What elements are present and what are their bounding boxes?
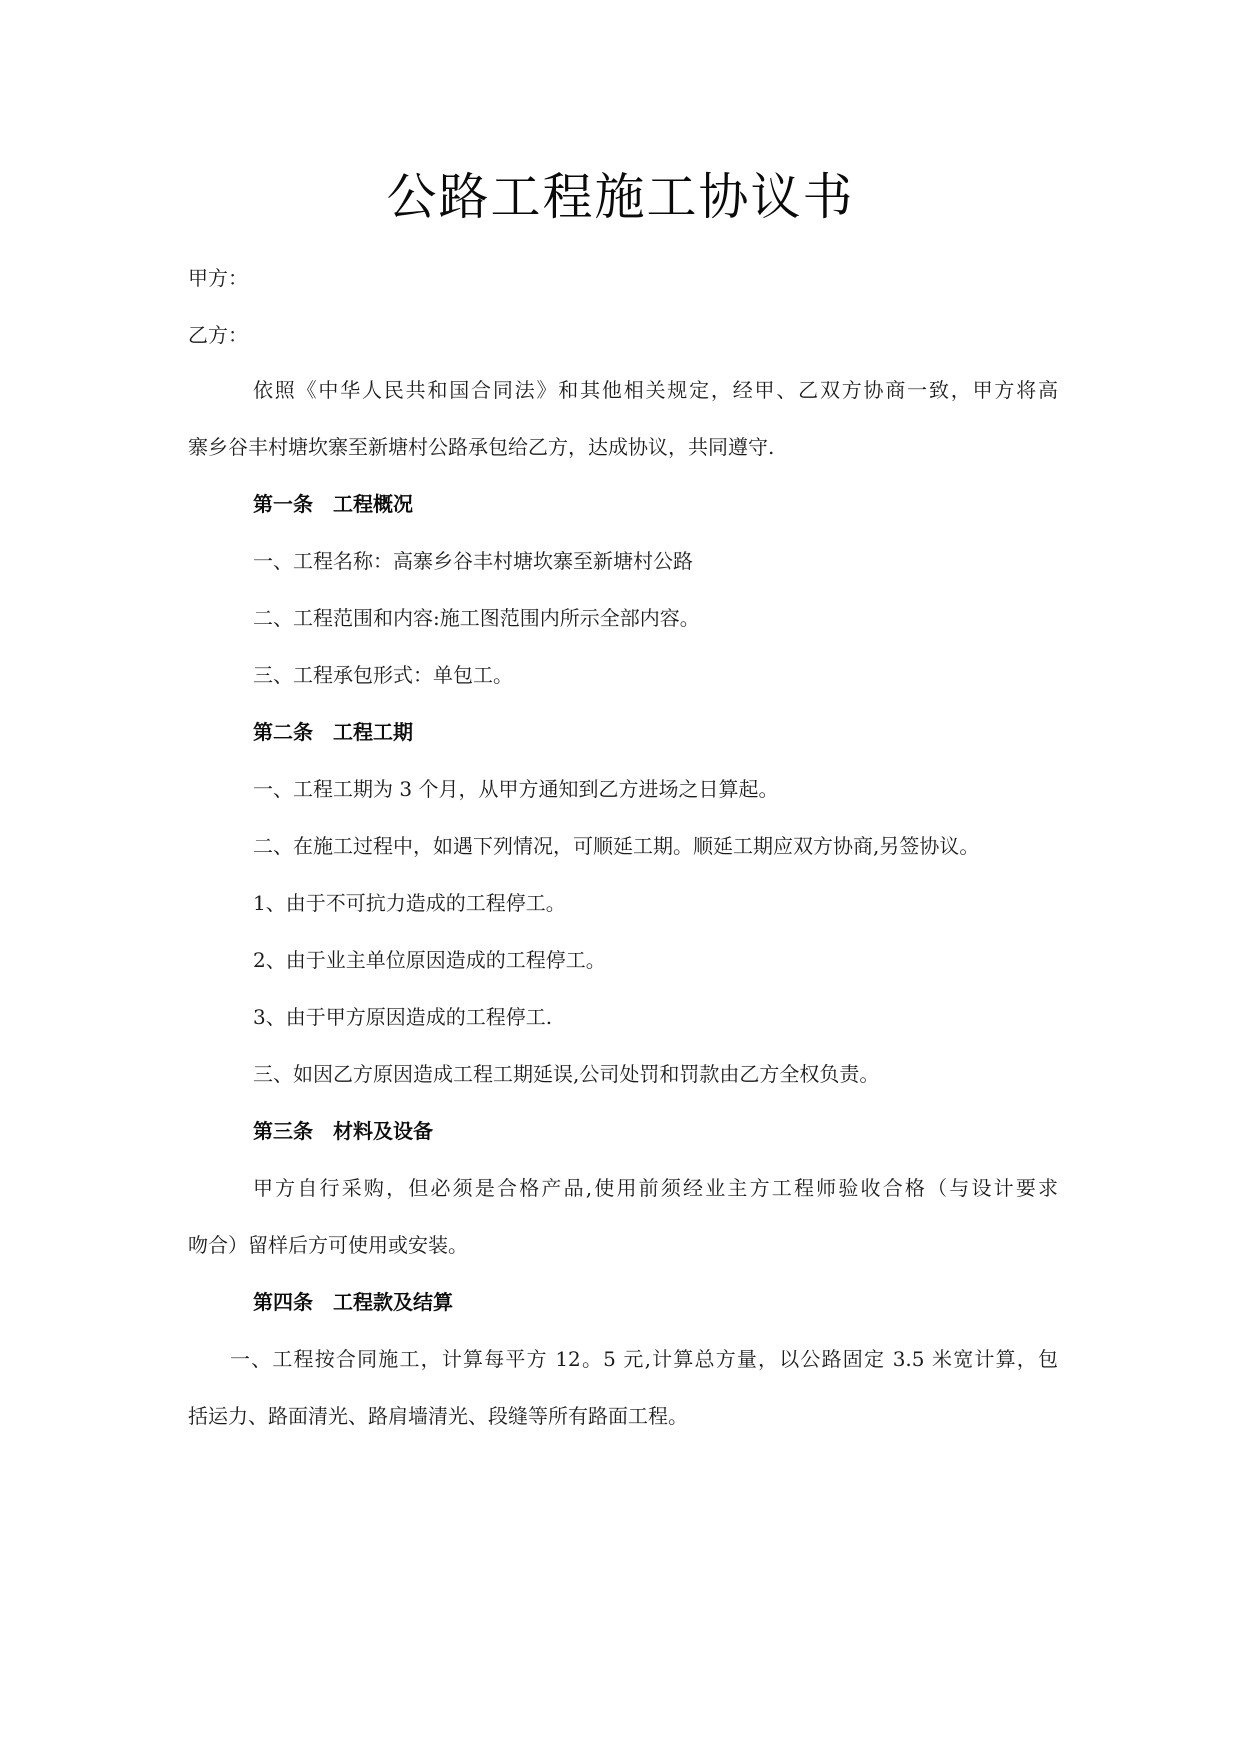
article-3-paragraph-line: 吻合）留样后方可使用或安装。: [188, 1233, 468, 1257]
party-b-label: 乙方：: [188, 323, 248, 347]
article-2-item: 3、由于甲方原因造成的工程停工.: [253, 1005, 553, 1029]
party-a-label: 甲方：: [188, 266, 248, 290]
article-1-heading: 第一条 工程概况: [253, 492, 413, 516]
document-title: 公路工程施工协议书: [386, 168, 855, 226]
article-1-item: 三、工程承包形式：单包工。: [253, 663, 513, 687]
article-1-item: 一、工程名称：高寨乡谷丰村塘坎寨至新塘村公路: [253, 549, 693, 573]
intro-paragraph-line: 寨乡谷丰村塘坎寨至新塘村公路承包给乙方，达成协议，共同遵守.: [188, 435, 775, 459]
article-2-item: 1、由于不可抗力造成的工程停工。: [253, 891, 566, 915]
article-4-heading: 第四条 工程款及结算: [253, 1290, 453, 1314]
article-3-heading: 第三条 材料及设备: [253, 1119, 433, 1143]
article-2-heading: 第二条 工程工期: [253, 720, 413, 744]
article-4-paragraph-line: 括运力、路面清光、路肩墙清光、段缝等所有路面工程。: [188, 1404, 688, 1428]
article-3-paragraph-line: 甲方自行采购，但必须是合格产品,使用前须经业主方工程师验收合格（与设计要求: [253, 1176, 1058, 1200]
article-2-item: 一、工程工期为 3 个月，从甲方通知到乙方进场之日算起。: [253, 777, 779, 801]
article-2-item: 三、如因乙方原因造成工程工期延误,公司处罚和罚款由乙方全权负责。: [253, 1062, 880, 1086]
intro-paragraph-line: 依照《中华人民共和国合同法》和其他相关规定，经甲、乙双方协商一致，甲方将高: [253, 378, 1058, 402]
article-2-item: 二、在施工过程中，如遇下列情况，可顺延工期。顺延工期应双方协商,另签协议。: [253, 834, 980, 858]
article-2-item: 2、由于业主单位原因造成的工程停工。: [253, 948, 606, 972]
article-4-paragraph-line: 一、工程按合同施工，计算每平方 12。5 元,计算总方量，以公路固定 3.5 米宽计算，包: [230, 1347, 1058, 1371]
article-1-item: 二、工程范围和内容:施工图范围内所示全部内容。: [253, 606, 700, 630]
